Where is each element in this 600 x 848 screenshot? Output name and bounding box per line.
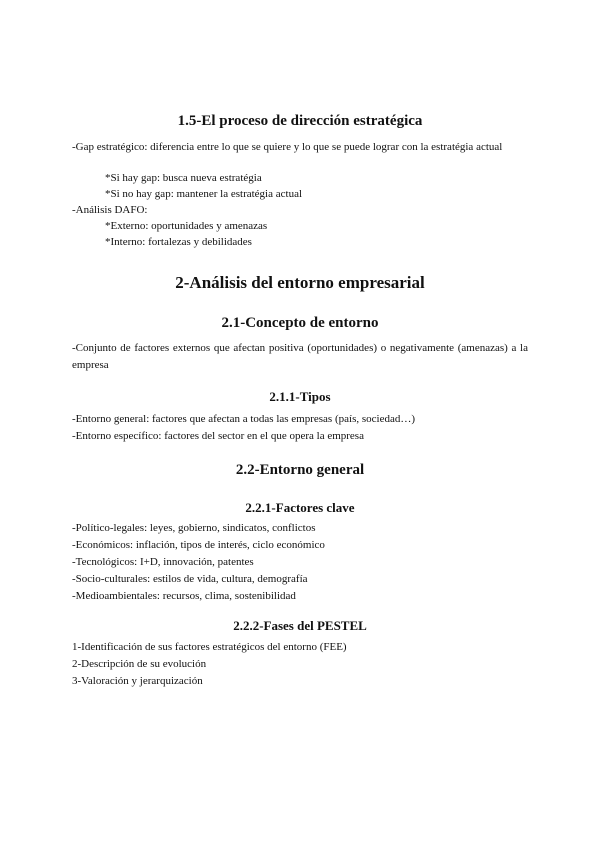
heading-2-2-1: 2.2.1-Factores clave — [245, 500, 355, 515]
pestel-phase-item: 2-Descripción de su evolución — [72, 658, 207, 670]
gap-no-item: *Si no hay gap: mantener la estratégia actual — [105, 188, 303, 200]
pestel-phase-item: 3-Valoración y jerarquización — [72, 675, 203, 687]
heading-1-5: 1.5-El proceso de dirección estratégica — [177, 113, 423, 129]
factor-item: -Medioambientales: recursos, clima, sostenibilidad — [72, 590, 296, 602]
heading-2-1-1: 2.1.1-Tipos — [269, 389, 331, 404]
heading-2: 2-Análisis del entorno empresarial — [175, 273, 425, 292]
factor-item: -Político-legales: leyes, gobierno, sindicatos, conflictos — [72, 522, 316, 534]
factor-item: -Tecnológicos: I+D, innovación, patentes — [72, 556, 254, 568]
factor-item: -Económicos: inflación, tipos de interés, ciclo económico — [72, 539, 325, 551]
dafo-external-item: *Externo: oportunidades y amenazas — [105, 220, 268, 232]
dafo-internal-item: *Interno: fortalezas y debilidades — [105, 236, 252, 248]
entorno-definition: -Conjunto de factores externos que afectan positiva (oportunidades) o negativamente (amenazas) a la empresa — [72, 342, 528, 371]
dafo-line: -Análisis DAFO: — [72, 204, 148, 216]
entorno-general-item: -Entorno general: factores que afectan a todas las empresas (país, sociedad…) — [72, 413, 415, 425]
gap-definition: -Gap estratégico: diferencia entre lo que se quiere y lo que se puede lograr con la estratégia actual — [72, 141, 503, 153]
factor-item: -Socio-culturales: estilos de vida, cultura, demografía — [72, 573, 308, 585]
heading-2-2: 2.2-Entorno general — [235, 462, 365, 478]
pestel-phase-item: 1-Identificación de sus factores estratégicos del entorno (FEE) — [72, 641, 347, 653]
entorno-especifico-item: -Entorno específico: factores del sector en el que opera la empresa — [72, 430, 364, 442]
heading-2-1: 2.1-Concepto de entorno — [221, 315, 379, 331]
gap-yes-item: *Si hay gap: busca nueva estratégia — [105, 172, 262, 184]
heading-2-2-2: 2.2.2-Fases del PESTEL — [233, 618, 367, 633]
